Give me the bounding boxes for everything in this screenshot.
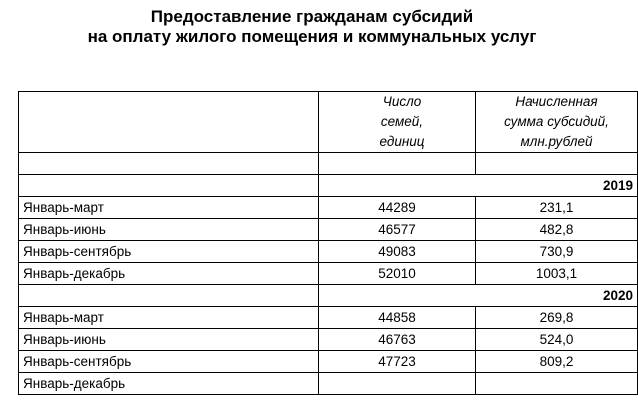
families-cell: 52010	[319, 263, 476, 285]
header-cell-families	[319, 92, 476, 153]
table-row	[19, 241, 638, 263]
period-cell: Январь-март	[19, 197, 319, 219]
header-amount-line3: млн.рублей	[520, 134, 593, 149]
year-row	[19, 175, 638, 197]
amount-cell: 730,9	[476, 241, 638, 263]
period-cell: Январь-сентябрь	[19, 351, 319, 373]
table-spacer-row	[19, 153, 638, 175]
families-cell: 44289	[319, 197, 476, 219]
amount-cell	[476, 373, 638, 395]
period-cell: Январь-июнь	[19, 329, 319, 351]
period-cell: Январь-декабрь	[19, 373, 319, 395]
year-label: 2019	[319, 175, 638, 197]
year-row	[19, 285, 638, 307]
header-families-line2: семей,	[380, 114, 424, 129]
amount-cell: 524,0	[476, 329, 638, 351]
table-row	[19, 329, 638, 351]
amount-cell: 482,8	[476, 219, 638, 241]
page-title: Предоставление гражданам субсидий	[150, 7, 474, 26]
amount-cell: 231,1	[476, 197, 638, 219]
header-cell-period	[19, 92, 319, 153]
families-cell: 46577	[319, 219, 476, 241]
table-row	[19, 263, 638, 285]
amount-cell: 1003,1	[476, 263, 638, 285]
families-cell	[319, 373, 476, 395]
header-amount-line2: сумма субсидий,	[504, 114, 609, 129]
table-row	[19, 351, 638, 373]
amount-cell: 809,2	[476, 351, 638, 373]
header-families-line3: единиц	[379, 134, 425, 149]
families-cell: 49083	[319, 241, 476, 263]
period-cell: Январь-сентябрь	[19, 241, 319, 263]
table-row	[19, 219, 638, 241]
table-header-row	[19, 92, 638, 153]
families-cell: 44858	[319, 307, 476, 329]
subsidies-table	[18, 91, 638, 395]
header-amount-line1: Начисленная	[515, 94, 598, 109]
year-label: 2020	[319, 285, 638, 307]
table-row	[19, 197, 638, 219]
table-row	[19, 307, 638, 329]
header-families-line1: Число	[382, 94, 422, 109]
period-cell: Январь-март	[19, 307, 319, 329]
page-subtitle: на оплату жилого помещения и коммунальных услуг	[87, 27, 537, 46]
period-cell: Январь-июнь	[19, 219, 319, 241]
header-cell-amount	[476, 92, 638, 153]
period-cell: Январь-декабрь	[19, 263, 319, 285]
families-cell: 47723	[319, 351, 476, 373]
amount-cell: 269,8	[476, 307, 638, 329]
families-cell: 46763	[319, 329, 476, 351]
table-row	[19, 373, 638, 395]
